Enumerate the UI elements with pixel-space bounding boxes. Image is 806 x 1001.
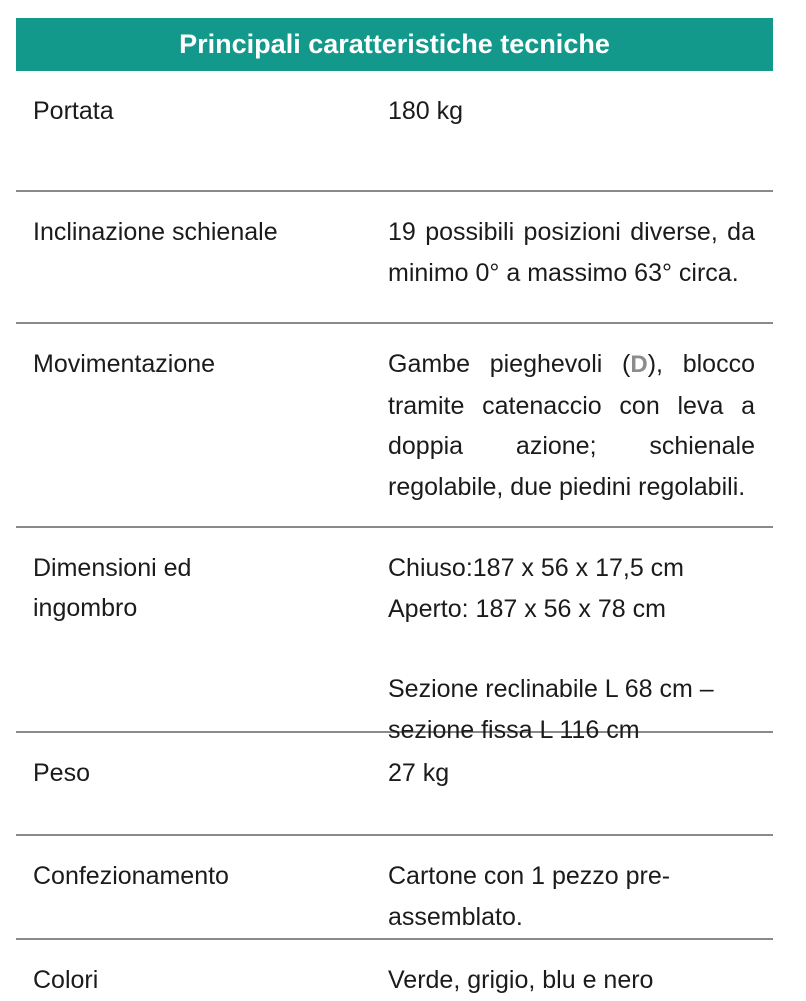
spec-value-line: Chiuso:187 x 56 x 17,5 cm bbox=[388, 554, 684, 582]
spec-value: 180 kg bbox=[388, 97, 464, 125]
spec-value-line: Aperto: 187 x 56 x 78 cm bbox=[388, 594, 666, 623]
spec-value: Verde, grigio, blu e nero bbox=[388, 966, 654, 994]
spec-value: Cartone con 1 pezzo pre-assemblato. bbox=[388, 862, 671, 931]
spec-value bbox=[388, 344, 755, 507]
spec-value bbox=[388, 548, 755, 750]
spec-label: Confezionamento bbox=[33, 862, 229, 890]
spec-label: Portata bbox=[33, 97, 114, 125]
spec-value-text: ), blocco tramite catenaccio con leva a doppia azione; schienale regolabile, due piedini regolabili. bbox=[388, 350, 755, 501]
spec-label-line: Dimensioni ed bbox=[33, 554, 192, 582]
spec-row-movimentazione bbox=[16, 324, 773, 528]
table-title: Principali caratteristiche tecniche bbox=[16, 18, 773, 71]
spec-row-portata bbox=[16, 71, 773, 192]
spec-row-confezionamento bbox=[16, 836, 773, 940]
spec-label: Peso bbox=[33, 759, 90, 787]
fold-mark-icon: D bbox=[630, 351, 648, 378]
spec-value: 19 possibili posizioni diverse, da minimo 0° a massimo 63° circa. bbox=[388, 218, 755, 287]
spec-table bbox=[16, 18, 773, 1000]
spec-row-dimensioni bbox=[16, 528, 773, 744]
spec-label: Inclinazione schienale bbox=[33, 218, 278, 246]
spec-value: 27 kg bbox=[388, 759, 450, 787]
spec-label: Movimentazione bbox=[33, 350, 216, 378]
spec-label-line: ingombro bbox=[33, 594, 138, 622]
spec-row-colori bbox=[16, 940, 773, 1000]
spec-label: Colori bbox=[33, 966, 99, 994]
spec-label bbox=[33, 548, 191, 628]
spec-value-line: Sezione reclinabile L 68 cm – sezione fissa L 116 cm bbox=[388, 675, 714, 744]
spec-row-inclinazione bbox=[16, 192, 773, 324]
spec-value-text: Gambe pieghevoli ( bbox=[388, 350, 631, 378]
spec-row-peso bbox=[16, 733, 773, 836]
